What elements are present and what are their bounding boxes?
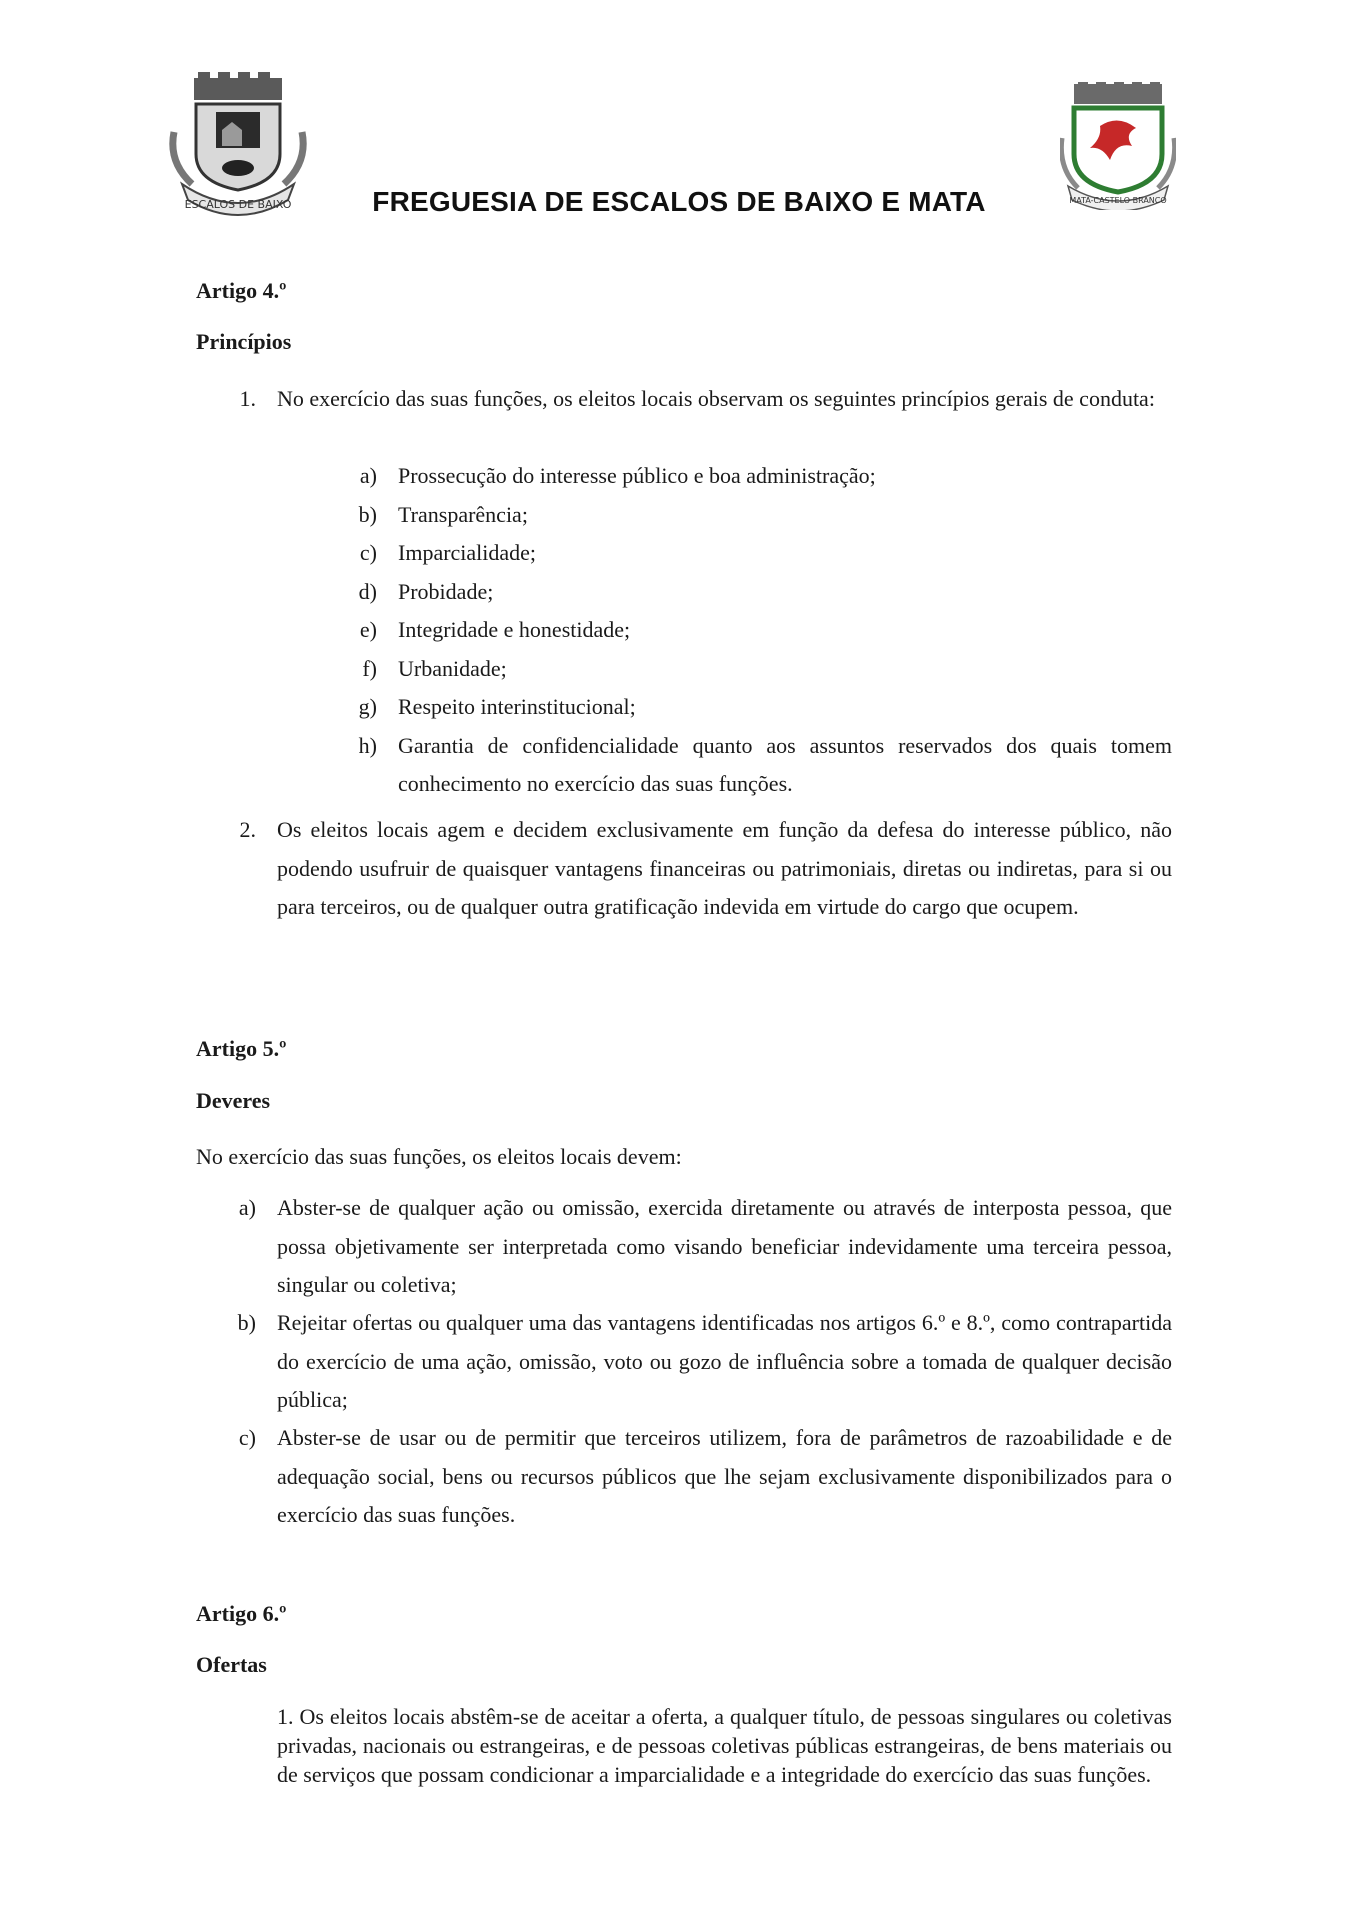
article-5-subheading: Deveres [196,1088,271,1113]
page-title: FREGUESIA DE ESCALOS DE BAIXO E MATA [372,186,986,217]
principle-text-a: Prossecução do interesse público e boa administração; [398,463,876,488]
duty-text-b: Rejeitar ofertas ou qualquer uma das vantagens identificadas nos artigos 6.º e 8.º, como contrapartida do exercício de uma ação, omissão, voto ou gozo de influência sobre a tomada de qualquer decisão pública; [277,1310,1172,1412]
left-logo-text: ESCALOS DE BAIXO [184,198,292,211]
principle-text-b: Transparência; [398,501,528,527]
principle-text-e: Integridade e honestidade; [398,617,631,642]
article-6-heading: Artigo 6.º [196,1601,287,1626]
duty-text-a: Abster-se de qualquer ação ou omissão, exercida diretamente ou através de interposta pessoa, que possa objetivamente ser interpretada como visando beneficiar indevidamente uma terceira pessoa, singular ou coletiva; [277,1195,1172,1297]
article-4-point-1-text: No exercício das suas funções, os eleitos locais observam os seguintes princípios gerais de conduta: [277,386,1155,411]
duty-label-c: c) [238,1425,256,1450]
duty-label-a: a) [238,1195,256,1220]
article-6-point-1-text: 1. Os eleitos locais abstêm-se de aceitar a oferta, a qualquer título, de pessoas singulares ou coletivas privadas, nacionais ou estrangeiras, e de pessoas coletivas públicas estrangeiras, de bens materiais ou de serviços que possam condicionar a imparcialidade e a integridade do exercício das suas funções. [277,1704,1172,1787]
principle-label-f: f) [362,655,377,681]
principle-text-g: Respeito interinstitucional; [398,694,636,719]
article-6-subheading: Ofertas [196,1652,267,1677]
article-4-point-1-number: 1. [239,386,256,411]
duty-text-c: Abster-se de usar ou de permitir que terceiros utilizem, fora de parâmetros de razoabilidade e de adequação social, bens ou recursos públicos que lhe sejam exclusivamente disponibilizados para o exercício das suas funções. [277,1425,1172,1527]
principle-label-h: h) [358,732,377,758]
principle-label-d: d) [358,578,377,604]
principle-label-c: c) [359,540,377,565]
article-5-heading: Artigo 5.º [196,1036,287,1061]
principle-label-g: g) [358,694,377,719]
principle-text-h: Garantia de confidencialidade quanto aos assuntos reservados dos quais tomem conhecimento no exercício das suas funções. [398,732,1172,796]
article-4-point-2-text: Os eleitos locais agem e decidem exclusivamente em função da defesa do interesse público, não podendo usufruir de quaisquer vantagens financeiras ou patrimoniais, diretas ou indiretas, para si ou para terceiros, ou de qualquer outra gratificação indevida em virtude do cargo que ocupem. [277,817,1172,919]
principle-label-e: e) [359,617,377,642]
article-4-subheading: Princípios [196,329,292,354]
principle-text-f: Urbanidade; [398,655,507,681]
right-logo-text: MATA-CASTELO BRANCO [1069,196,1167,205]
article-4-point-2-number: 2. [239,817,256,842]
article-4-heading: Artigo 4.º [196,278,287,303]
duty-label-b: b) [237,1310,256,1335]
principle-text-d: Probidade; [398,578,494,604]
article-5-intro: No exercício das suas funções, os eleitos locais devem: [196,1144,682,1169]
principle-label-a: a) [359,463,377,488]
principle-label-b: b) [358,501,377,527]
principle-text-c: Imparcialidade; [398,540,537,565]
